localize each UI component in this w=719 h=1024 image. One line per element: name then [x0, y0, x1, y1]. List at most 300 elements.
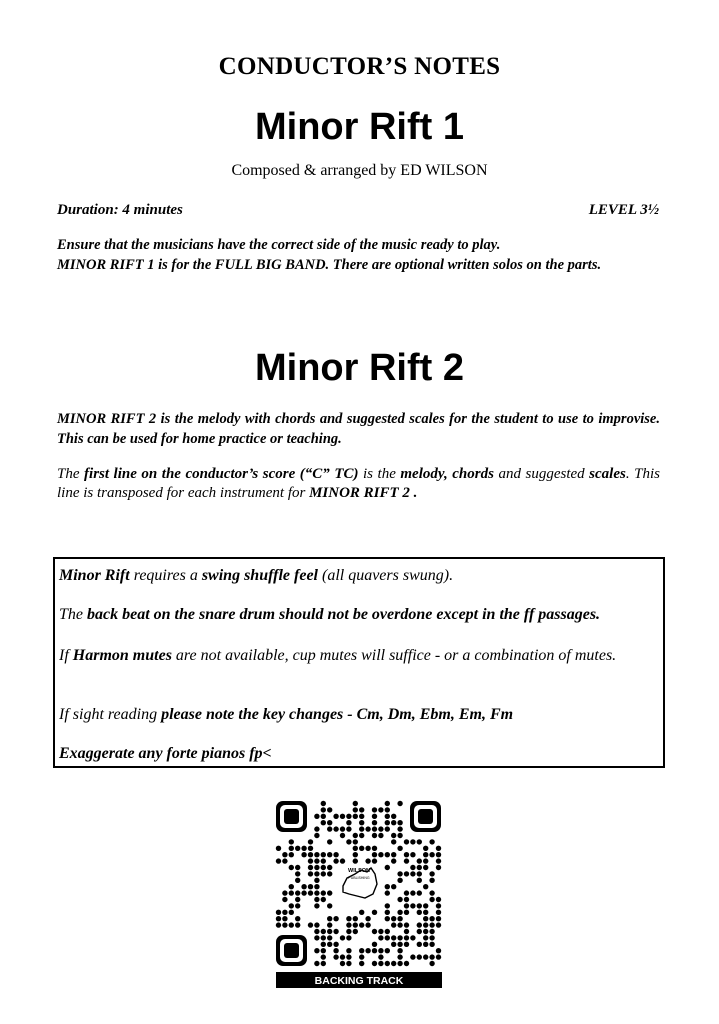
qr-module [397, 871, 402, 876]
n2-a: The [59, 606, 87, 623]
qr-module [314, 852, 319, 857]
qr-module [276, 858, 281, 863]
qr-module [385, 865, 390, 870]
qr-module [321, 820, 326, 825]
qr-module [353, 922, 358, 927]
qr-module [327, 871, 332, 876]
qr-module [397, 820, 402, 825]
qr-module [378, 833, 383, 838]
qr-module [359, 948, 364, 953]
qr-module [436, 922, 441, 927]
qr-module [372, 929, 377, 934]
duration-text: Duration: 4 minutes [57, 202, 183, 218]
qr-module [327, 903, 332, 908]
qr-module [417, 839, 422, 844]
page-heading: CONDUCTOR’S NOTES [218, 53, 501, 80]
qr-module [429, 852, 434, 857]
qr-module [385, 801, 390, 806]
qr-module [385, 890, 390, 895]
qr-module [327, 916, 332, 921]
composer-credit: Composed & arranged by ED WILSON [231, 162, 488, 179]
qr-module [423, 865, 428, 870]
qr-module [295, 903, 300, 908]
piece2-paragraph2 [57, 465, 660, 503]
qr-module [282, 922, 287, 927]
qr-module [353, 858, 358, 863]
qr-module [404, 922, 409, 927]
qr-module [378, 852, 383, 857]
qr-module [289, 839, 294, 844]
qr-module [353, 852, 358, 857]
qr-module [423, 916, 428, 921]
qr-module [410, 935, 415, 940]
qr-module [327, 865, 332, 870]
qr-module [314, 948, 319, 953]
qr-module [372, 820, 377, 825]
qr-module [436, 916, 441, 921]
p2-text-h: MINOR RIFT 2 . [309, 485, 418, 501]
qr-module [429, 954, 434, 959]
qr-module [282, 890, 287, 895]
qr-module [308, 858, 313, 863]
qr-module [417, 910, 422, 915]
qr-module [295, 922, 300, 927]
qr-module [404, 852, 409, 857]
qr-module [417, 871, 422, 876]
qr-module [308, 839, 313, 844]
qr-module [429, 878, 434, 883]
qr-module [314, 922, 319, 927]
qr-module [295, 890, 300, 895]
qr-module [397, 878, 402, 883]
qr-module [327, 922, 332, 927]
qr-module [429, 929, 434, 934]
finder-pattern-tr [410, 801, 441, 832]
qr-module [359, 954, 364, 959]
qr-module [353, 807, 358, 812]
qr-module [289, 890, 294, 895]
qr-module [308, 871, 313, 876]
qr-module [429, 890, 434, 895]
qr-module [308, 890, 313, 895]
qr-module [372, 846, 377, 851]
qr-module [346, 814, 351, 819]
qr-module [372, 826, 377, 831]
qr-module [417, 890, 422, 895]
qr-module [321, 935, 326, 940]
qr-module [410, 852, 415, 857]
qr-module [423, 929, 428, 934]
piece1-note-line2: MINOR RIFT 1 is for the FULL BIG BAND. There are optional written solos on the parts. [57, 257, 602, 273]
qr-module [289, 852, 294, 857]
qr-module [429, 922, 434, 927]
n3-c: are not available, cup mutes will suffice - or a combination of mutes. [171, 647, 617, 664]
qr-module [353, 846, 358, 851]
qr-module [353, 839, 358, 844]
qr-module [372, 852, 377, 857]
qr-module [359, 807, 364, 812]
qr-module [372, 948, 377, 953]
qr-module [289, 903, 294, 908]
qr-module [429, 942, 434, 947]
qr-module [404, 910, 409, 915]
qr-module [346, 839, 351, 844]
qr-module [385, 935, 390, 940]
qr-module [346, 820, 351, 825]
qr-module [423, 935, 428, 940]
qr-module [385, 820, 390, 825]
qr-module [385, 826, 390, 831]
qr-module [423, 922, 428, 927]
qr-module [289, 846, 294, 851]
qr-module [391, 814, 396, 819]
note-key-changes [59, 705, 659, 724]
qr-module [308, 852, 313, 857]
qr-module [391, 961, 396, 966]
qr-module [314, 871, 319, 876]
p2-text-f: scales [589, 466, 626, 482]
p2-text-c: is the [358, 466, 401, 482]
qr-module [359, 814, 364, 819]
note-forte-pianos: Exaggerate any forte pianos fp< [59, 745, 272, 762]
qr-module [295, 897, 300, 902]
qr-module [346, 922, 351, 927]
qr-module [314, 826, 319, 831]
qr-module [423, 884, 428, 889]
qr-module [391, 922, 396, 927]
qr-module [391, 820, 396, 825]
qr-module [397, 801, 402, 806]
qr-module [391, 884, 396, 889]
qr-module [436, 858, 441, 863]
qr-module [321, 948, 326, 953]
qr-module [423, 942, 428, 947]
qr-module [321, 929, 326, 934]
qr-module [423, 852, 428, 857]
qr-module [333, 814, 338, 819]
qr-module [436, 865, 441, 870]
qr-module [327, 826, 332, 831]
qr-module [429, 916, 434, 921]
qr-module [314, 884, 319, 889]
n1-a: Minor Rift [59, 567, 130, 584]
note-swing [59, 566, 659, 585]
qr-module [333, 954, 338, 959]
qr-module [282, 858, 287, 863]
backing-track-caption: BACKING TRACK [314, 975, 404, 987]
qr-module [397, 910, 402, 915]
qr-module [321, 942, 326, 947]
qr-module [417, 865, 422, 870]
p2-text-g: . This line is transposed for each instrument for [57, 466, 660, 501]
qr-module [295, 916, 300, 921]
qr-module [295, 878, 300, 883]
qr-module [282, 897, 287, 902]
qr-module [327, 890, 332, 895]
qr-module [417, 878, 422, 883]
qr-module [353, 916, 358, 921]
qr-module [397, 961, 402, 966]
qr-module [410, 890, 415, 895]
qr-module [404, 890, 409, 895]
qr-module [397, 948, 402, 953]
piece2-paragraph1: MINOR RIFT 2 is the melody with chords and suggested scales for the student to use to improvise. This can be used for home practice or teaching. [57, 411, 660, 447]
qr-module [359, 961, 364, 966]
qr-module [333, 852, 338, 857]
qr-module [378, 948, 383, 953]
qr-module [417, 903, 422, 908]
finder-pattern-tl [276, 801, 307, 832]
qr-module [333, 916, 338, 921]
qr-module [321, 897, 326, 902]
qr-module [391, 833, 396, 838]
qr-module [321, 871, 326, 876]
qr-module [314, 890, 319, 895]
qr-module [333, 858, 338, 863]
qr-module [346, 929, 351, 934]
qr-module [321, 954, 326, 959]
qr-module [276, 916, 281, 921]
qr-module [340, 961, 345, 966]
n1-b: requires a [129, 567, 202, 584]
qr-module [353, 814, 358, 819]
duration-level-row [57, 202, 659, 219]
note-mutes [59, 646, 659, 665]
qr-module [397, 897, 402, 902]
qr-module [378, 929, 383, 934]
qr-module [372, 814, 377, 819]
qr-module [346, 935, 351, 940]
qr-module [410, 865, 415, 870]
n3-b: Harmon mutes [72, 647, 172, 664]
qr-module [372, 910, 377, 915]
qr-module [314, 903, 319, 908]
qr-module [397, 954, 402, 959]
qr-module [333, 929, 338, 934]
qr-module [359, 910, 364, 915]
qr-module [333, 942, 338, 947]
qr-module [314, 878, 319, 883]
piece1-title: Minor Rift 1 [255, 106, 464, 148]
qr-module [346, 916, 351, 921]
qr-module [314, 929, 319, 934]
qr-module [417, 954, 422, 959]
p2-text-e: and suggested [493, 466, 590, 482]
qr-module [417, 942, 422, 947]
p2-text-a: The [57, 466, 85, 482]
qr-module [276, 910, 281, 915]
qr-module [276, 922, 281, 927]
qr-module [423, 846, 428, 851]
qr-module [308, 884, 313, 889]
qr-module [397, 942, 402, 947]
qr-module [353, 833, 358, 838]
performance-notes-box [53, 557, 665, 768]
qr-module [346, 826, 351, 831]
qr-module [385, 852, 390, 857]
qr-module [372, 858, 377, 863]
qr-module [385, 807, 390, 812]
qr-module [327, 839, 332, 844]
note-backbeat [59, 605, 659, 624]
qr-module [410, 954, 415, 959]
qr-module [353, 801, 358, 806]
qr-module [321, 865, 326, 870]
qr-module [321, 801, 326, 806]
qr-module [321, 961, 326, 966]
logo-text: WILSON [348, 868, 370, 874]
qr-module [404, 929, 409, 934]
qr-module [378, 954, 383, 959]
qr-module [340, 814, 345, 819]
qr-module [282, 852, 287, 857]
qr-module [340, 954, 345, 959]
qr-module [436, 948, 441, 953]
qr-module [404, 897, 409, 902]
qr-module [321, 858, 326, 863]
qr-module [314, 961, 319, 966]
qr-module [404, 961, 409, 966]
qr-module [436, 852, 441, 857]
qr-module [314, 865, 319, 870]
qr-module [423, 910, 428, 915]
qr-module [385, 814, 390, 819]
n1-d: (all quavers swung). [317, 567, 454, 584]
qr-module [397, 922, 402, 927]
n3-a: If [59, 647, 73, 664]
qr-module [404, 858, 409, 863]
qr-module [404, 903, 409, 908]
qr-module [391, 839, 396, 844]
qr-module [378, 935, 383, 940]
qr-module [276, 846, 281, 851]
qr-module [289, 910, 294, 915]
n2-b: back beat on the snare drum should not be overdone except in the ff passages. [87, 606, 601, 623]
logo-subtext: PUBLISHING [348, 876, 370, 880]
piece1-note-line1: Ensure that the musicians have the correct side of the music ready to play. [57, 237, 501, 253]
qr-module [378, 826, 383, 831]
qr-module [340, 833, 345, 838]
p2-text-d: melody, chords [400, 466, 494, 482]
qr-module [314, 833, 319, 838]
qr-module [346, 948, 351, 953]
qr-module [301, 846, 306, 851]
qr-module [327, 942, 332, 947]
qr-module [327, 929, 332, 934]
qr-module [410, 839, 415, 844]
qr-module [289, 865, 294, 870]
qr-module [340, 935, 345, 940]
qr-module [327, 807, 332, 812]
qr-module [423, 858, 428, 863]
qr-module [321, 890, 326, 895]
backing-track-qr[interactable] [275, 800, 443, 988]
qr-module [410, 903, 415, 908]
qr-module [417, 922, 422, 927]
qr-module [378, 807, 383, 812]
qr-module [397, 916, 402, 921]
qr-module [385, 910, 390, 915]
wilson-logo [337, 864, 381, 904]
qr-module [397, 833, 402, 838]
qr-module [397, 935, 402, 940]
qr-module [429, 935, 434, 940]
qr-module [436, 897, 441, 902]
qr-module [346, 954, 351, 959]
qr-module [295, 846, 300, 851]
qr-module [365, 916, 370, 921]
qr-module [314, 897, 319, 902]
qr-module [282, 910, 287, 915]
qr-module [321, 852, 326, 857]
qr-module [410, 871, 415, 876]
qr-module [372, 807, 377, 812]
qr-module [289, 922, 294, 927]
qr-module [385, 884, 390, 889]
qr-module [385, 903, 390, 908]
qr-module [308, 865, 313, 870]
qr-module [385, 916, 390, 921]
qr-module [321, 807, 326, 812]
qr-module [429, 839, 434, 844]
qr-module [327, 820, 332, 825]
qr-module [321, 814, 326, 819]
qr-module [282, 916, 287, 921]
qr-module [295, 871, 300, 876]
qr-module [429, 961, 434, 966]
qr-module [372, 833, 377, 838]
qr-module [436, 846, 441, 851]
n4-a: If sight reading [59, 706, 162, 723]
n1-c: swing shuffle feel [201, 567, 318, 584]
qr-module [436, 954, 441, 959]
qr-module [385, 929, 390, 934]
p2-text-b: first line on the conductor’s score (“C” TC) [84, 466, 359, 482]
qr-module [365, 922, 370, 927]
qr-module [391, 942, 396, 947]
qr-module [359, 826, 364, 831]
qr-module [359, 833, 364, 838]
qr-module [397, 826, 402, 831]
qr-module [314, 814, 319, 819]
qr-module [327, 852, 332, 857]
qr-module [346, 961, 351, 966]
piece2-title: Minor Rift 2 [255, 347, 464, 389]
qr-module [404, 871, 409, 876]
qr-module [333, 948, 338, 953]
qr-module [436, 910, 441, 915]
qr-module [301, 890, 306, 895]
qr-module [308, 922, 313, 927]
qr-module [372, 942, 377, 947]
qr-module [404, 935, 409, 940]
qr-module [353, 929, 358, 934]
qr-module [340, 826, 345, 831]
qr-module [417, 929, 422, 934]
qr-module [289, 884, 294, 889]
qr-module [372, 961, 377, 966]
qr-module [359, 922, 364, 927]
qr-module [295, 865, 300, 870]
qr-module [391, 935, 396, 940]
qr-code-icon[interactable] [275, 800, 443, 988]
qr-module [391, 858, 396, 863]
qr-module [301, 884, 306, 889]
qr-module [365, 858, 370, 863]
qr-module [365, 846, 370, 851]
qr-module [404, 942, 409, 947]
qr-module [308, 846, 313, 851]
